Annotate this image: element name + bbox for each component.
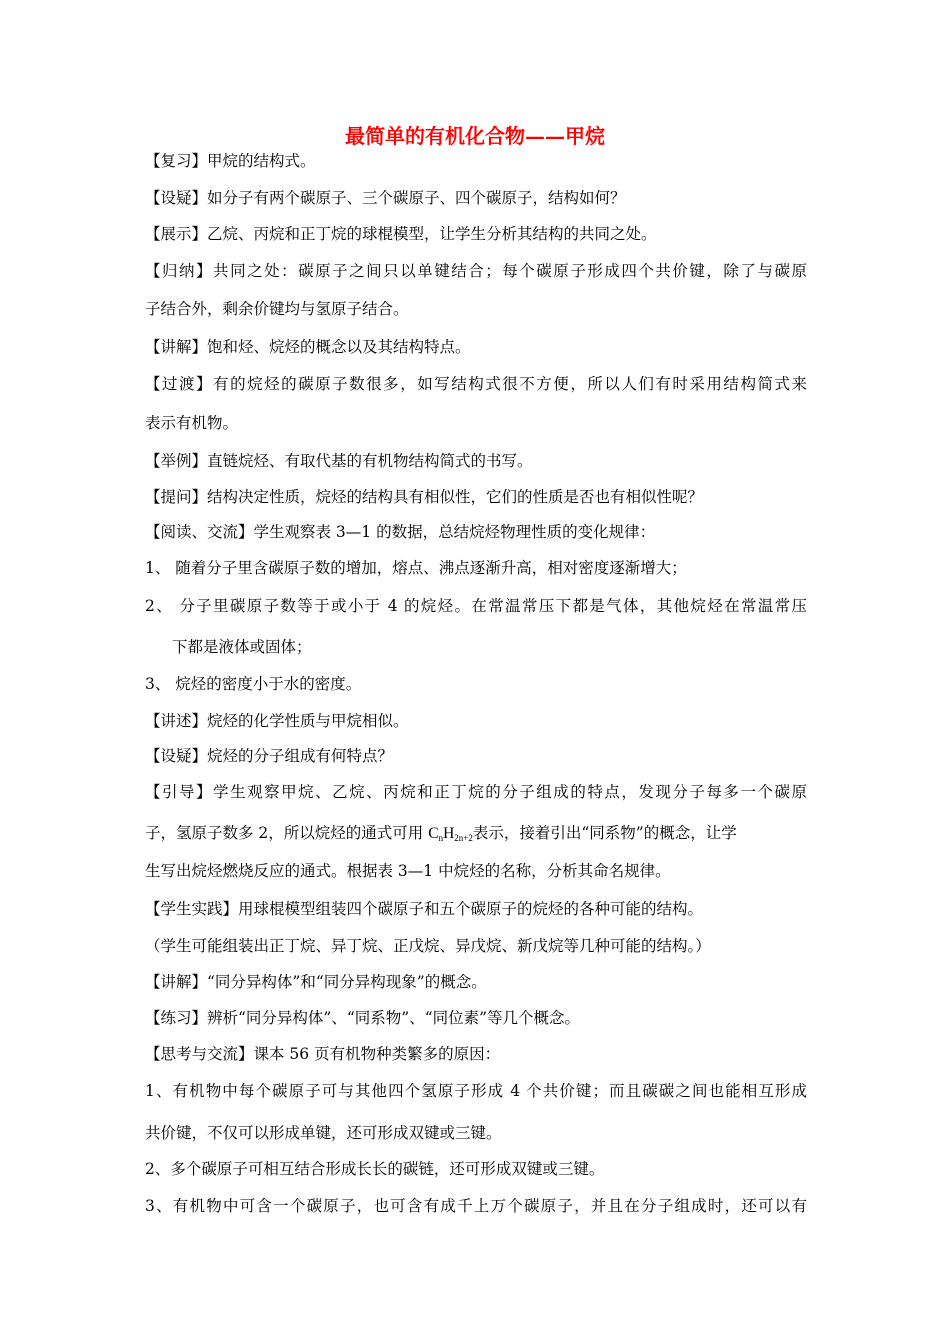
paragraph-example: 【举例】直链烷烃、有取代基的有机物结构简式的书写。 <box>145 452 533 470</box>
paragraph-display: 【展示】乙烷、丙烷和正丁烷的球棍模型，让学生分析其结构的共同之处。 <box>145 225 657 243</box>
paragraph-think: 【思考与交流】课本 56 页有机物种类繁多的原因： <box>145 1045 501 1063</box>
list-item-2: 2、 分子里碳原子数等于或小于 4 的烷烃。在常温常压下都是气体，其他烷烃在常温常压 <box>145 597 807 615</box>
paragraph-guide: 【引导】学生观察甲烷、乙烷、丙烷和正丁烷的分子组成的特点，发现分子每多一个碳原 <box>145 783 807 801</box>
paragraph-exercise: 【练习】辨析“同分异构体”、“同系物”、“同位素”等几个概念。 <box>145 1009 581 1027</box>
paragraph-lecture: 【讲解】饱和烃、烷烃的概念以及其结构特点。 <box>145 338 471 356</box>
paragraph-review: 【复习】甲烷的结构式。 <box>145 152 316 170</box>
formula-sub-2n2: 2n+2 <box>454 833 473 843</box>
formula-c: C <box>428 825 439 842</box>
formula-sub-n: n <box>438 833 444 843</box>
list-item-3: 3、 烷烃的密度小于水的密度。 <box>145 675 362 693</box>
paragraph-transition-cont: 表示有机物。 <box>145 414 239 432</box>
paragraph-practice-note: （学生可能组装出正丁烷、异丁烷、正戊烷、异戊烷、新戊烷等几种可能的结构。） <box>145 937 711 955</box>
formula-h: H <box>443 825 455 842</box>
paragraph-practice: 【学生实践】用球棍模型组装四个碳原子和五个碳原子的烷烃的各种可能的结构。 <box>145 900 704 918</box>
paragraph-summary: 【归纳】共同之处：碳原子之间只以单键结合；每个碳原子形成四个共价键，除了与碳原 <box>145 262 807 280</box>
list-item-1: 1、 随着分子里含碳原子数的增加，熔点、沸点逐渐升高，相对密度逐渐增大； <box>145 559 687 577</box>
formula-cnh2n2 <box>428 825 473 842</box>
guide-text-b: 表示，接着引出“同系物”的概念，让学 <box>472 824 737 842</box>
reason-3: 3、有机物中可含一个碳原子，也可含有成千上万个碳原子，并且在分子组成时，还可以有 <box>145 1197 807 1215</box>
document-title: 最简单的有机化合物——甲烷 <box>345 124 605 148</box>
reason-2: 2、多个碳原子可相互结合形成长长的碳链，还可形成双键或三键。 <box>145 1160 605 1178</box>
paragraph-read: 【阅读、交流】学生观察表 3—1 的数据，总结烷烃物理性质的变化规律： <box>145 523 656 541</box>
paragraph-guide-cont <box>145 822 737 845</box>
paragraph-question-2: 【设疑】烷烃的分子组成有何特点？ <box>145 747 394 765</box>
paragraph-question: 【设疑】如分子有两个碳原子、三个碳原子、四个碳原子，结构如何？ <box>145 189 626 207</box>
list-item-2-cont: 下都是液体或固体； <box>172 638 312 656</box>
guide-text-a: 子，氢原子数多 2，所以烷烃的通式可用 <box>145 824 429 842</box>
paragraph-ask: 【提问】结构决定性质，烷烃的结构具有相似性，它们的性质是否也有相似性呢？ <box>145 488 704 506</box>
paragraph-narrate: 【讲述】烷烃的化学性质与甲烷相似。 <box>145 712 409 730</box>
reason-1-cont: 共价键，不仅可以形成单键，还可形成双键或三键。 <box>145 1124 502 1142</box>
reason-1: 1、有机物中每个碳原子可与其他四个氢原子形成 4 个共价键；而且碳碳之间也能相互形成 <box>145 1082 807 1100</box>
paragraph-summary-cont: 子结合外，剩余价键均与氢原子结合。 <box>145 300 409 318</box>
paragraph-guide-cont-2: 生写出烷烃燃烧反应的通式。根据表 3—1 中烷烃的名称，分析其命名规律。 <box>145 862 671 880</box>
paragraph-transition: 【过渡】有的烷烃的碳原子数很多，如写结构式很不方便，所以人们有时采用结构简式来 <box>145 375 807 393</box>
paragraph-lecture-2: 【讲解】“同分异构体”和“同分异构现象”的概念。 <box>145 973 487 991</box>
